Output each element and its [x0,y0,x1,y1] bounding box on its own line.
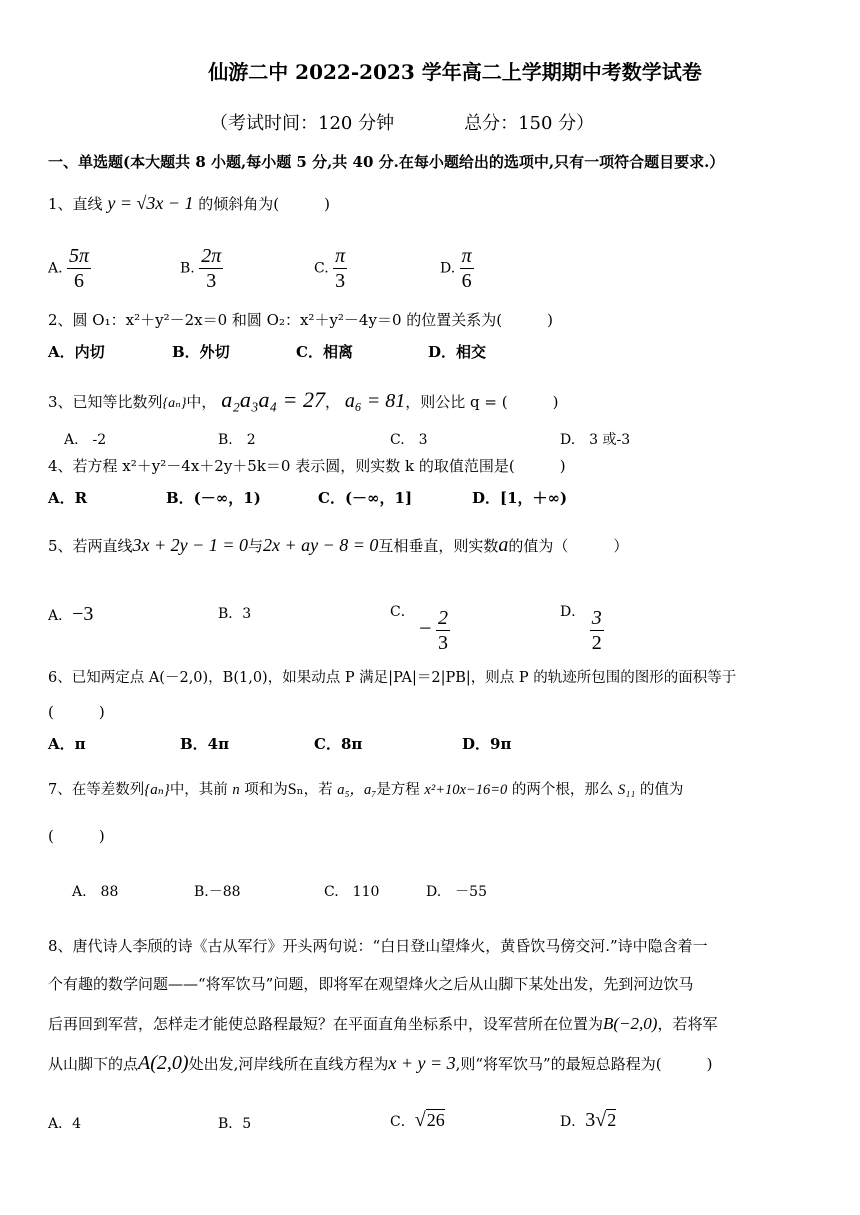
q7-roots: a₅，a₇ [337,782,377,798]
q3-expression-1: a₂a₃a₄ = 27 [221,387,326,412]
q8-line4-suffix: ,则“将军饮马”的最短总路程为( ) [455,1055,713,1073]
q2-option-b: B．外切 [172,343,230,361]
q5-option-d [560,602,604,655]
minus-sign: − [419,615,432,641]
option-label: B. [180,260,195,277]
q7-equation: x²+10x−16=0 [424,782,508,798]
q1-option-d [440,244,474,293]
numerator: 3 [591,607,602,629]
q1-suffix: 的倾斜角为( ) [198,195,330,213]
q5-mid: 与 [247,537,263,555]
question-2: 2、圆 O₁：x²＋y²－2x＝0 和圆 O₂：x²＋y²－4y＝0 的位置关系为( ) [48,311,553,329]
option-label: A． [48,608,73,624]
q8-line3-prefix: 后再回到军营，怎样走才能使总路程最短？在平面直角坐标系中，设军营所在位置为 [48,1015,604,1033]
q5-option-a [48,604,93,626]
q3-sequence: {aₙ} [162,396,187,411]
option-label: C． [390,604,415,620]
question-5 [48,532,628,559]
q7-option-c: C. 110 [324,884,380,900]
numerator: π [335,245,346,267]
denominator: 6 [74,270,85,292]
section-heading: 一、单选题(本大题共 8 小题,每小题 5 分,共 40 分.在每小题给出的选项中,只有一项符合题目要求.） [48,153,725,171]
q3-comma: ， [325,393,341,411]
radicand: 2 [607,1110,617,1130]
q7-option-d: D. －55 [426,884,487,900]
q8-point-b: B(−2,0) [603,1014,658,1033]
q7-n: n [232,782,240,798]
denominator: 3 [335,270,346,292]
q3-mid: 中， [186,393,217,411]
question-8-line-4 [48,1050,712,1077]
fraction [333,244,347,293]
question-6-line-1: 6、已知两定点 A(－2,0)，B(1,0)，如果动点 P 满足|PA|＝2|PB|，则点 P 的轨迹所包围的图形的面积等于 [48,670,737,686]
denominator: 3 [438,632,449,654]
q8-line3-suffix: ，若将军 [657,1015,718,1033]
question-8-line-2: 个有趣的数学问题——“将军饮马”问题，即将军在观望烽火之后从山脚下某处出发，先到河边饮马 [48,975,694,993]
q5-variable: a [498,534,509,556]
q7-option-b: B.－88 [194,884,241,900]
question-7-line-1 [48,776,683,804]
numerator: 2 [438,607,449,629]
q8-line4-prefix: 从山脚下的点 [48,1055,139,1073]
q7-sequence: {aₙ} [144,782,170,798]
q5-prefix: 5、若两直线 [48,537,133,555]
numerator: π [461,245,472,267]
q5-suffix: 互相垂直，则实数 [378,537,499,555]
q6-option-c: C．8π [314,735,363,753]
q7-mid5: 的两个根，那么 [511,782,614,798]
q1-prefix: 1、直线 [48,195,103,213]
fraction [460,244,474,293]
q7-mid4: 是方程 [376,782,420,798]
q6-option-b: B．4π [180,735,230,753]
q2-option-c: C．相离 [296,343,353,361]
q2-option-d: D．相交 [428,343,487,361]
denominator: 3 [206,270,217,292]
q1-expression: y = √3x − 1 [107,193,194,213]
option-label: D． [560,604,586,620]
option-label: D． [560,1114,586,1130]
q8-option-a: A．4 [48,1116,82,1132]
exam-title: 仙游二中 2022-2023 学年高二上学期期中考数学试卷 [208,60,702,84]
q2-option-a: A．内切 [48,343,105,361]
q1-option-a [48,244,91,293]
numerator: 2π [201,245,222,267]
denominator: 6 [461,270,472,292]
q1-option-b [180,244,223,293]
q7-mid3: ，若 [303,782,333,798]
exam-score: 总分：150 分） [464,113,595,134]
q7-mid2: 项和为 [244,782,288,798]
coefficient: 3 [585,1109,596,1131]
fraction [590,606,604,655]
q7-prefix: 7、在等差数列 [48,782,145,798]
fraction [67,244,91,293]
q8-point-a: A(2,0) [138,1052,189,1074]
q7-mid: 中，其前 [169,782,228,798]
q5-expression-2: 2x + ay − 8 = 0 [262,535,379,555]
q4-option-d: D．[1，＋∞) [472,489,568,507]
q1-option-c [314,244,347,293]
denominator: 2 [591,632,602,654]
q7-option-a: A. 88 [72,884,119,900]
option-value: −3 [72,603,94,625]
q7-s11: S₁₁ [617,782,636,798]
q3-prefix: 3、已知等比数列 [48,393,163,411]
q8-option-d: D．3√2 [560,1109,617,1131]
q7-sum: Sₙ [287,781,304,798]
option-label: C． [390,1114,415,1130]
q3-option-b: B. 2 [218,432,256,448]
q5-option-b: B．3 [218,606,252,622]
question-8-line-3 [48,1012,717,1036]
question-4: 4、若方程 x²＋y²－4x＋2y＋5k＝0 表示圆，则实数 k 的取值范围是( ) [48,457,566,475]
q6-option-a: A．π [48,735,86,753]
q3-expression-2: a₆ = 81 [344,390,406,412]
q4-option-c: C．(－∞，1] [318,489,413,507]
q8-option-c: C．√26 [390,1109,445,1131]
question-6-line-2: ( ) [48,703,105,721]
q4-option-b: B．(－∞，1) [166,489,261,507]
q8-option-b: B．5 [218,1116,252,1132]
option-label: A. [48,260,63,277]
fraction [436,606,450,655]
q7-end: 的值为 [639,782,684,798]
option-label: C. [314,260,329,277]
q3-option-a: A. -2 [64,432,107,448]
question-7-line-2: ( ) [48,827,105,845]
q3-option-c: C. 3 [390,432,428,448]
q6-option-d: D．9π [462,735,512,753]
exam-info [210,114,594,134]
question-3 [48,386,558,418]
q3-option-d: D. 3 或-3 [560,432,631,448]
fraction [199,244,223,293]
q3-suffix: ，则公比 q = ( ) [405,393,559,411]
question-1 [48,193,330,214]
radicand: 26 [426,1110,445,1130]
q5-end: 的值为（ ） [508,537,629,555]
q4-option-a: A．R [48,489,88,507]
q8-line4-mid: 处出发,河岸线所在直线方程为 [188,1055,389,1073]
q8-river-equation: x + y = 3 [388,1053,456,1073]
numerator: 5π [69,245,90,267]
q5-option-c [390,602,450,655]
q5-expression-1: 3x + 2y − 1 = 0 [132,535,248,555]
exam-time: （考试时间：120 分钟 [210,113,395,134]
option-label: D. [440,260,456,277]
question-8-line-1: 8、唐代诗人李颀的诗《古从军行》开头两句说：“白日登山望烽火，黄昏饮马傍交河.”诗中隐含着一 [48,937,708,955]
